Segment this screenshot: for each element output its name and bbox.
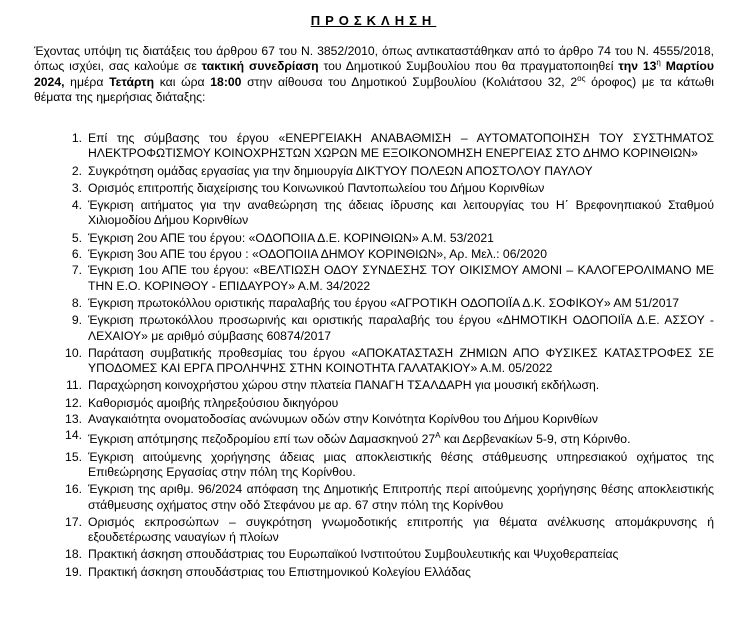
agenda-item-number: 16. xyxy=(65,482,82,497)
agenda-item-number: 12. xyxy=(65,395,82,410)
agenda-item xyxy=(65,412,714,427)
agenda-item-text: Ορισμός εκπροσώπων – συγκρότηση γνωμοδοτικής επιτροπής για θέματα ανέλκυσης απομάκρυνσης ή εξουδετέρωσης ναυαγίων ή πλοίων xyxy=(88,514,714,545)
agenda-item-number: 13. xyxy=(65,412,82,427)
agenda-item-text-part: και Δερβενακίων 5-9, στη Κόρινθο. xyxy=(440,432,631,447)
agenda-item-text: Πρακτική άσκηση σπουδάστριας του Ευρωπαϊκού Ινστιτούτου Συμβουλευτικής και Ψυχοθεραπείας xyxy=(88,547,619,562)
intro-text-5: στην αίθουσα του Δημοτικού Συμβουλίου (Κολιάτσου 32, 2 xyxy=(241,74,578,89)
agenda-list xyxy=(65,131,714,582)
agenda-item xyxy=(65,428,714,447)
agenda-item-number: 9. xyxy=(71,313,82,328)
agenda-item-text: Έγκριση αιτήματος για την αναθεώρηση της άδειας ίδρυσης και λειτουργίας του Η΄ Βρεφονηπιακού Σταθμού Χιλιομοδίου Δήμου Κορινθίων xyxy=(88,198,714,228)
agenda-item xyxy=(68,198,714,229)
agenda-item-number: 8. xyxy=(71,295,82,310)
agenda-item xyxy=(68,164,714,179)
agenda-item-text: Πρακτική άσκηση σπουδάστριας του Επιστημονικού Κολεγίου Ελλάδας xyxy=(88,564,471,579)
agenda-item xyxy=(65,395,714,411)
meeting-day: την 13 xyxy=(618,59,657,74)
agenda-item-text: Έγκριση αιτούμενης χορήγησης άδειας μιας αποκλειστικής θέσης στάθμευσης υπηρεσιακού οχήματος της Επιθεώρησης Εργασίας στην πόλη της Κορίνθου. xyxy=(88,449,714,479)
agenda-item-number: 2. xyxy=(71,163,82,178)
meeting-time: 18:00 xyxy=(210,74,242,89)
agenda-item xyxy=(68,131,714,162)
agenda-item-text: Καθορισμός αμοιβής πληρεξούσιου δικηγόρου xyxy=(88,395,339,410)
agenda-item-number: 7. xyxy=(71,263,82,278)
agenda-item-number: 6. xyxy=(71,247,82,262)
agenda-item-text-part: Έγκριση απότμησης πεζοδρομίου επί των οδών Δαμασκηνού 27 xyxy=(88,432,436,447)
intro-paragraph xyxy=(34,44,714,106)
agenda-item xyxy=(68,313,714,344)
intro-text-2: του Δημοτικού Συμβουλίου που θα πραγματοποιηθεί xyxy=(318,59,619,74)
agenda-item-text: Ορισμός επιτροπής διαχείρισης του Κοινωνικού Παντοπωλείου του Δήμου Κορινθίων xyxy=(88,180,545,195)
agenda-item xyxy=(65,514,714,546)
agenda-item-number: 10. xyxy=(65,345,82,360)
agenda-item-text: Παραχώρηση κοινοχρήστου χώρου στην πλατεία ΠΑΝΑΓΗ ΤΣΑΛΔΑΡΗ για μουσική εκδήλωση. xyxy=(88,378,600,393)
agenda-item-text: Έγκριση 2ου ΑΠΕ του έργου: «ΟΔΟΠΟΙΙΑ Δ.Ε. ΚΟΡΙΝΘΙΩΝ» Α.Μ. 53/2021 xyxy=(88,230,494,245)
agenda-item-text: Έγκριση της αριθμ. 96/2024 απόφαση της Δημοτικής Επιτροπής περί αιτούμενης χορήγησης θέσης αποκλειστικής στάθμευσης οχήματος στην οδό Στεφάνου με αρ. 67 στην πόλη της Κορίνθου xyxy=(88,482,714,512)
agenda-item-text: Έγκριση 3ου ΑΠΕ του έργου : «ΟΔΟΠΟΙΙΑ ΔΗΜΟΥ ΚΟΡΙΝΘΙΩΝ», Αρ. Μελ.: 06/2020 xyxy=(88,247,547,262)
agenda-item xyxy=(65,482,714,513)
day-superscript: η xyxy=(656,58,661,68)
intro-text-4: και ώρα xyxy=(154,74,211,89)
agenda-item xyxy=(65,547,714,562)
intro-text-3: ημέρα xyxy=(64,74,110,89)
meeting-type: τακτική συνεδρίαση xyxy=(201,59,319,74)
agenda-item-text: Έγκριση πρωτοκόλλου οριστικής παραλαβής του έργου «ΑΓΡΟΤΙΚΗ ΟΔΟΠΟΙΪΑ Δ.Κ. ΣΟΦΙΚΟΥ» ΑΜ 51/2017 xyxy=(88,295,680,310)
agenda-item-number: 17. xyxy=(65,514,82,529)
agenda-item xyxy=(65,564,714,580)
agenda-item xyxy=(68,263,714,294)
agenda-item xyxy=(68,181,714,196)
agenda-item-number: 19. xyxy=(65,564,82,579)
agenda-item xyxy=(68,296,714,311)
agenda-item-text xyxy=(88,428,714,447)
intro-text-1: Έχοντας υπόψη τις διατάξεις του άρθρου 67 του Ν. 3852/2010, όπως αντικαταστάθηκαν από το άρθρο 74 του Ν. 4555/2018, όπως ισχύει, σας καλούμε σε xyxy=(34,44,714,74)
agenda-item xyxy=(65,345,714,377)
agenda-item-text: Συγκρότηση ομάδας εργασίας για την δημιουργία ΔΙΚΤΥΟΥ ΠΟΛΕΩΝ ΑΠΟΣΤΟΛΟΥ ΠΑΥΛΟΥ xyxy=(88,163,593,178)
agenda-item xyxy=(65,378,714,393)
agenda-item-text: Έγκριση 1ου ΑΠΕ του έργου: «ΒΕΛΤΙΩΣΗ ΟΔΟΥ ΣΥΝΔΕΣΗΣ ΤΟΥ ΟΙΚΙΣΜΟΥ ΑΜΟΝΙ – ΚΑΛΟΓΕΡΟΛΙΜΑΝΟ ΜΕ ΤΗΝ Ε.Ο. ΚΟΡΙΝΘΟΥ - ΕΠΙΔΑΥΡΟΥ» Α.Μ. 34/2022 xyxy=(88,263,714,293)
agenda-item xyxy=(65,449,714,481)
meeting-weekday: Τετάρτη xyxy=(109,74,155,89)
agenda-item-text: Αναγκαιότητα ονοματοδοσίας ανώνυμων οδών στην Κοινότητα Κορίνθου του Δήμου Κορινθίων xyxy=(88,412,599,427)
agenda-item-number: 5. xyxy=(71,230,82,245)
floor-superscript: ος xyxy=(577,73,586,83)
agenda-item-number: 18. xyxy=(65,547,82,562)
agenda-item-number: 4. xyxy=(71,198,82,213)
agenda-item-number: 11. xyxy=(65,378,82,393)
document-title: ΠΡΟΣΚΛΗΣΗ xyxy=(310,13,437,28)
agenda-item-number: 1. xyxy=(71,131,82,145)
agenda-item-number: 14. xyxy=(65,428,82,443)
meeting-month: Μαρτίου 2024, xyxy=(34,59,714,89)
agenda-item-text: Επί της σύμβασης του έργου «ΕΝΕΡΓΕΙΑΚΗ ΑΝΑΒΑΘΜΙΣΗ – ΑΥΤΟΜΑΤΟΠΟΙΗΣΗ ΤΟΥ ΣΥΣΤΗΜΑΤΟΣ ΗΛΕΚΤΡΟΦΩΤΙΣΜΟΥ ΚΟΙΝΟΧΡΗΣΤΩΝ ΧΩΡΩΝ ΜΕ ΕΞΟΙΚΟΝΟΜΗΣΗ ΕΝΕΡΓΕΙΑΣ ΣΤΟ ΔΗΜΟ ΚΟΡΙΝΘΙΩΝ» xyxy=(88,131,714,161)
agenda-item xyxy=(68,231,714,246)
street-number-superscript: Α xyxy=(435,431,441,441)
agenda-item xyxy=(68,247,714,262)
agenda-item-number: 3. xyxy=(71,180,82,195)
agenda-item-text: Έγκριση πρωτοκόλλου προσωρινής και οριστικής παραλαβής του έργου «ΔΗΜΟΤΙΚΗ ΟΔΟΠΟΙΪΑ Δ.Ε. ΑΣΣΟΥ - ΛΕΧΑΙΟΥ» με αριθμό σύμβασης 60874/2017 xyxy=(88,313,714,343)
intro-text-6: όροφος) με τα κάτωθι θέματα της ημερήσιας διάταξης: xyxy=(34,74,715,105)
agenda-item-number: 15. xyxy=(65,449,82,464)
agenda-item-text: Παράταση συμβατικής προθεσμίας του έργου «ΑΠΟΚΑΤΑΣΤΑΣΗ ΖΗΜΙΩΝ ΑΠΟ ΦΥΣΙΚΕΣ ΚΑΤΑΣΤΡΟΦΕΣ ΣΕ ΥΠΟΔΟΜΕΣ ΚΑΙ ΕΡΓΑ ΠΡΟΛΗΨΗΣ ΣΤΗΝ ΚΟΙΝΟΤΗΤΑ ΓΑΛΑΤΑΚΙΟΥ» Α.Μ. 05/2022 xyxy=(88,345,714,376)
